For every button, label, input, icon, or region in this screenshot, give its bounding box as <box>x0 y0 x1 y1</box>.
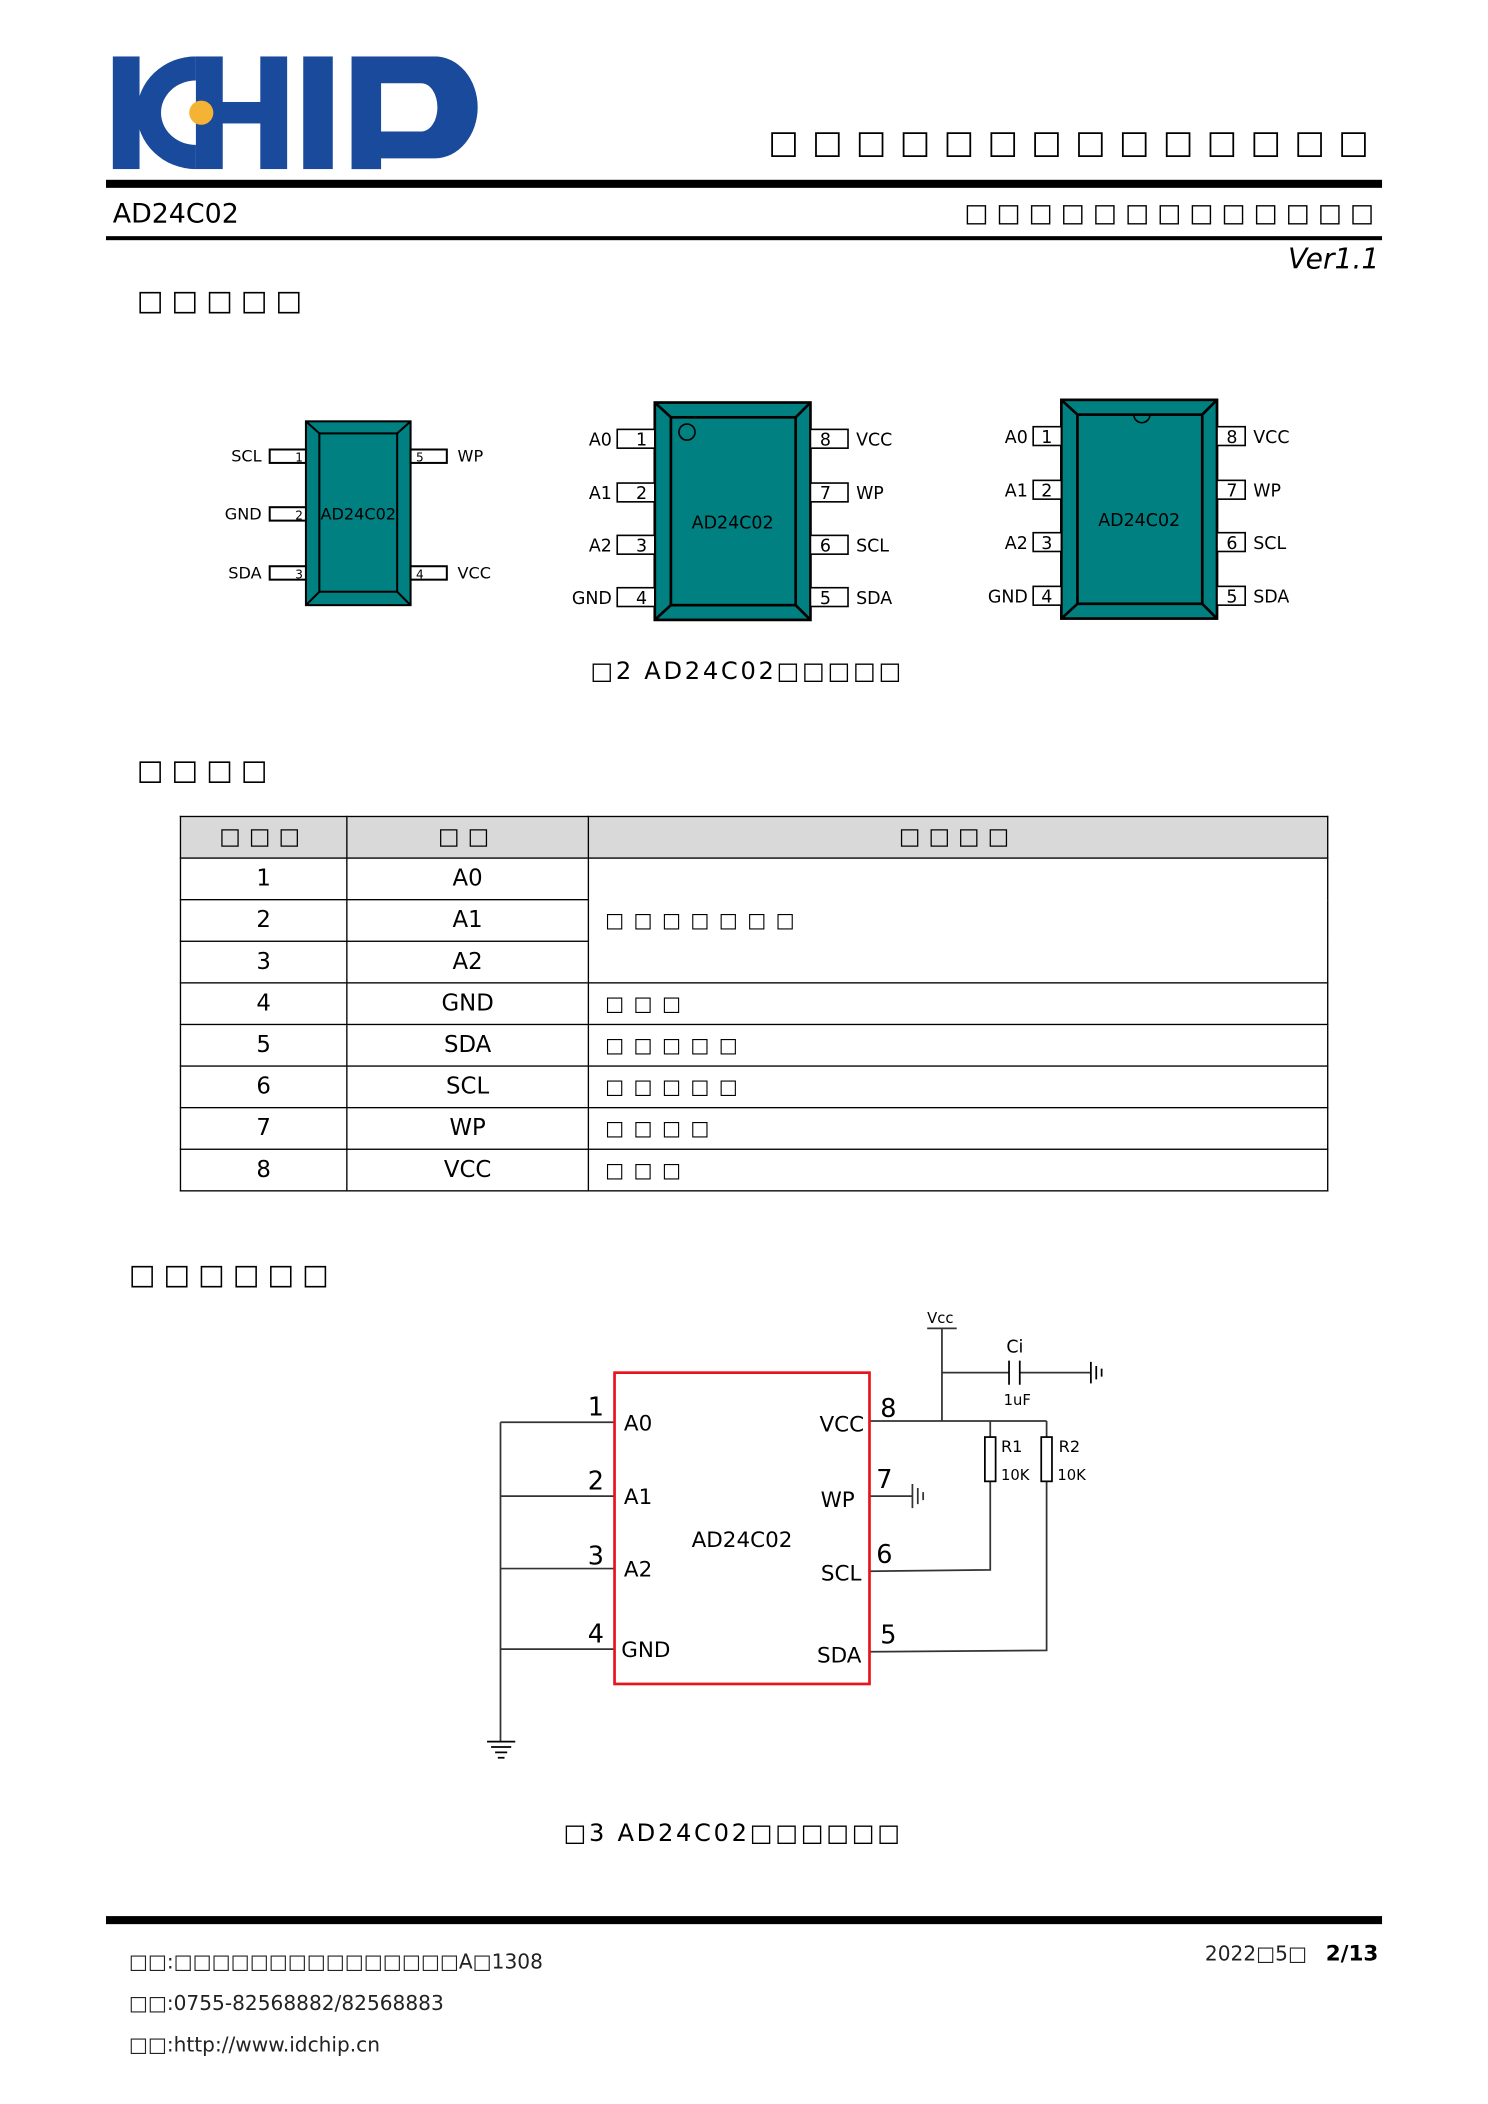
pin-label: A2 <box>588 536 612 557</box>
schematic-chip-label: AD24C02 <box>691 1528 793 1554</box>
pin-number-cell: 2 <box>180 900 346 942</box>
column-header: □□ <box>347 816 589 858</box>
pin-label: SCL <box>1253 533 1287 554</box>
pin-number: 7 <box>819 484 831 505</box>
page-number: 2/13 <box>1325 1940 1379 1966</box>
resistor-r2-label: R2 <box>1058 1436 1081 1456</box>
pin-label: A1 <box>588 484 612 505</box>
pin-number: 7 <box>876 1465 893 1496</box>
section-title-pin-description: □□□□ <box>136 754 276 787</box>
pin-number-cell: 5 <box>180 1024 346 1066</box>
chip-label: AD24C02 <box>691 513 774 534</box>
header-subtitle: □□□□□□□□□□□□□ <box>964 198 1383 229</box>
pin-label: A0 <box>1004 427 1028 448</box>
pin-number: 1 <box>295 450 303 465</box>
pin-number: 1 <box>587 1392 604 1423</box>
resistor-r1-icon <box>985 1437 996 1481</box>
pin-desc-cell: □□□□□□□ <box>588 858 1327 983</box>
pin-number: 1 <box>1041 427 1053 448</box>
pin-number: 3 <box>1041 533 1053 554</box>
pin-number: 6 <box>876 1540 893 1571</box>
pin-number: 3 <box>636 536 648 557</box>
capacitor-label: Ci <box>1006 1337 1024 1358</box>
pin-label: GND <box>571 588 612 609</box>
pin-number: 7 <box>1226 481 1238 502</box>
pin-label: A1 <box>1004 481 1028 502</box>
footer-website: □□:http://www.idchip.cn <box>128 2032 381 2057</box>
pin-label: WP <box>457 446 484 466</box>
pin-number-cell: 6 <box>180 1066 346 1108</box>
pin-number: 5 <box>880 1620 897 1651</box>
pin-desc-cell: □□□□ <box>588 1108 1327 1150</box>
pin-name-cell: VCC <box>347 1149 589 1191</box>
pin-number: 5 <box>415 450 424 465</box>
vcc-wire <box>869 1328 1090 1421</box>
resistor-r2-icon <box>1041 1437 1052 1481</box>
pin-label: SDA <box>856 588 893 609</box>
footer-date: 2022□5□ <box>1204 1941 1307 1966</box>
resistor-r1-value: 10K <box>1000 1467 1030 1485</box>
pin-number: 6 <box>1226 533 1238 554</box>
pin-desc-cell: □□□ <box>588 1149 1327 1191</box>
section-title-application-circuit: □□□□□□ <box>128 1258 337 1291</box>
pin-desc-cell: □□□□□ <box>588 1024 1327 1066</box>
pin-name-cell: WP <box>347 1108 589 1150</box>
pin-name-cell: A0 <box>347 858 589 900</box>
footer-rule <box>106 1916 1382 1924</box>
pin-label: A1 <box>623 1485 653 1511</box>
pin-name-cell: GND <box>347 983 589 1025</box>
pin-label: GND <box>224 504 262 524</box>
pin-number-cell: 4 <box>180 983 346 1025</box>
chip-label: AD24C02 <box>320 504 397 524</box>
pin-number: 4 <box>636 588 648 609</box>
section-title-pinout: □□□□□ <box>136 284 311 317</box>
column-header: □□□ <box>180 816 346 858</box>
pin-name-cell: A2 <box>347 941 589 983</box>
pin-label: A0 <box>588 430 612 451</box>
pin-label: GND <box>621 1638 671 1664</box>
pin-label: SCL <box>820 1561 862 1587</box>
pin-number-cell: 7 <box>180 1108 346 1150</box>
pin-number: 6 <box>819 536 831 557</box>
pin-number: 2 <box>636 484 648 505</box>
pin-number: 2 <box>295 508 303 523</box>
pin-number: 4 <box>1041 587 1053 608</box>
capacitor-value: 1uF <box>1003 1391 1031 1409</box>
pin-number-cell: 1 <box>180 858 346 900</box>
header-title: □□□□□□□□□□□□□□ <box>768 123 1383 162</box>
column-header: □□□□ <box>588 816 1327 858</box>
ground-icon <box>1091 1362 1102 1383</box>
pin-label: A2 <box>623 1557 653 1583</box>
part-number: AD24C02 <box>112 197 239 230</box>
pin-label: A0 <box>623 1411 653 1437</box>
pin-number: 4 <box>415 567 424 582</box>
figure-2-caption: □2 AD24C02□□□□□ <box>590 657 905 686</box>
pin-label: SDA <box>1253 587 1290 608</box>
pin-number: 8 <box>880 1393 897 1424</box>
pin-label: VCC <box>1253 427 1290 448</box>
pin-desc-cell: □□□ <box>588 983 1327 1025</box>
pin-label: WP <box>820 1487 855 1513</box>
pin-number: 8 <box>1226 427 1238 448</box>
pin-desc-cell: □□□□□ <box>588 1066 1327 1108</box>
pin-label: SCL <box>231 446 262 466</box>
pin-name-cell: SCL <box>347 1066 589 1108</box>
pin-number-cell: 3 <box>180 941 346 983</box>
resistor-r1-label: R1 <box>1000 1436 1023 1456</box>
pin-label: WP <box>856 484 884 505</box>
ground-icon <box>487 1742 515 1758</box>
pin-label: WP <box>1253 481 1282 502</box>
pin-number: 3 <box>295 567 303 582</box>
pin-label: VCC <box>457 563 492 583</box>
resistor-r2-value: 10K <box>1057 1467 1086 1485</box>
pin-number: 3 <box>587 1541 604 1572</box>
pin-number: 1 <box>636 430 648 451</box>
pin-label: SDA <box>816 1643 862 1669</box>
footer-address: □□:□□□□□□□□□□□□□□□A□1308 <box>128 1949 543 1974</box>
pin-number-cell: 8 <box>180 1149 346 1191</box>
pin-name-cell: SDA <box>347 1024 589 1066</box>
footer-phone: □□:0755-82568882/82568883 <box>128 1991 444 2016</box>
pin-number: 5 <box>1226 587 1238 608</box>
pin-number: 2 <box>1041 481 1053 502</box>
pin-label: A2 <box>1004 533 1028 554</box>
capacitor-icon <box>1009 1361 1020 1385</box>
pin-name-cell: A1 <box>347 900 589 942</box>
pin-number: 2 <box>587 1466 604 1497</box>
version: Ver1.1 <box>1288 242 1380 276</box>
vcc-label: Vcc <box>927 1310 954 1328</box>
pin-label: GND <box>987 587 1028 608</box>
pin-number: 5 <box>819 588 831 609</box>
pin-number: 4 <box>587 1619 604 1650</box>
chip-label: AD24C02 <box>1098 510 1181 531</box>
pin-label: SDA <box>228 563 262 583</box>
pin-label: VCC <box>856 430 893 451</box>
pin-label: VCC <box>819 1412 865 1438</box>
pin-label: SCL <box>856 536 890 557</box>
pin-number: 8 <box>819 430 831 451</box>
figure-3-caption: □3 AD24C02□□□□□□ <box>563 1819 903 1848</box>
